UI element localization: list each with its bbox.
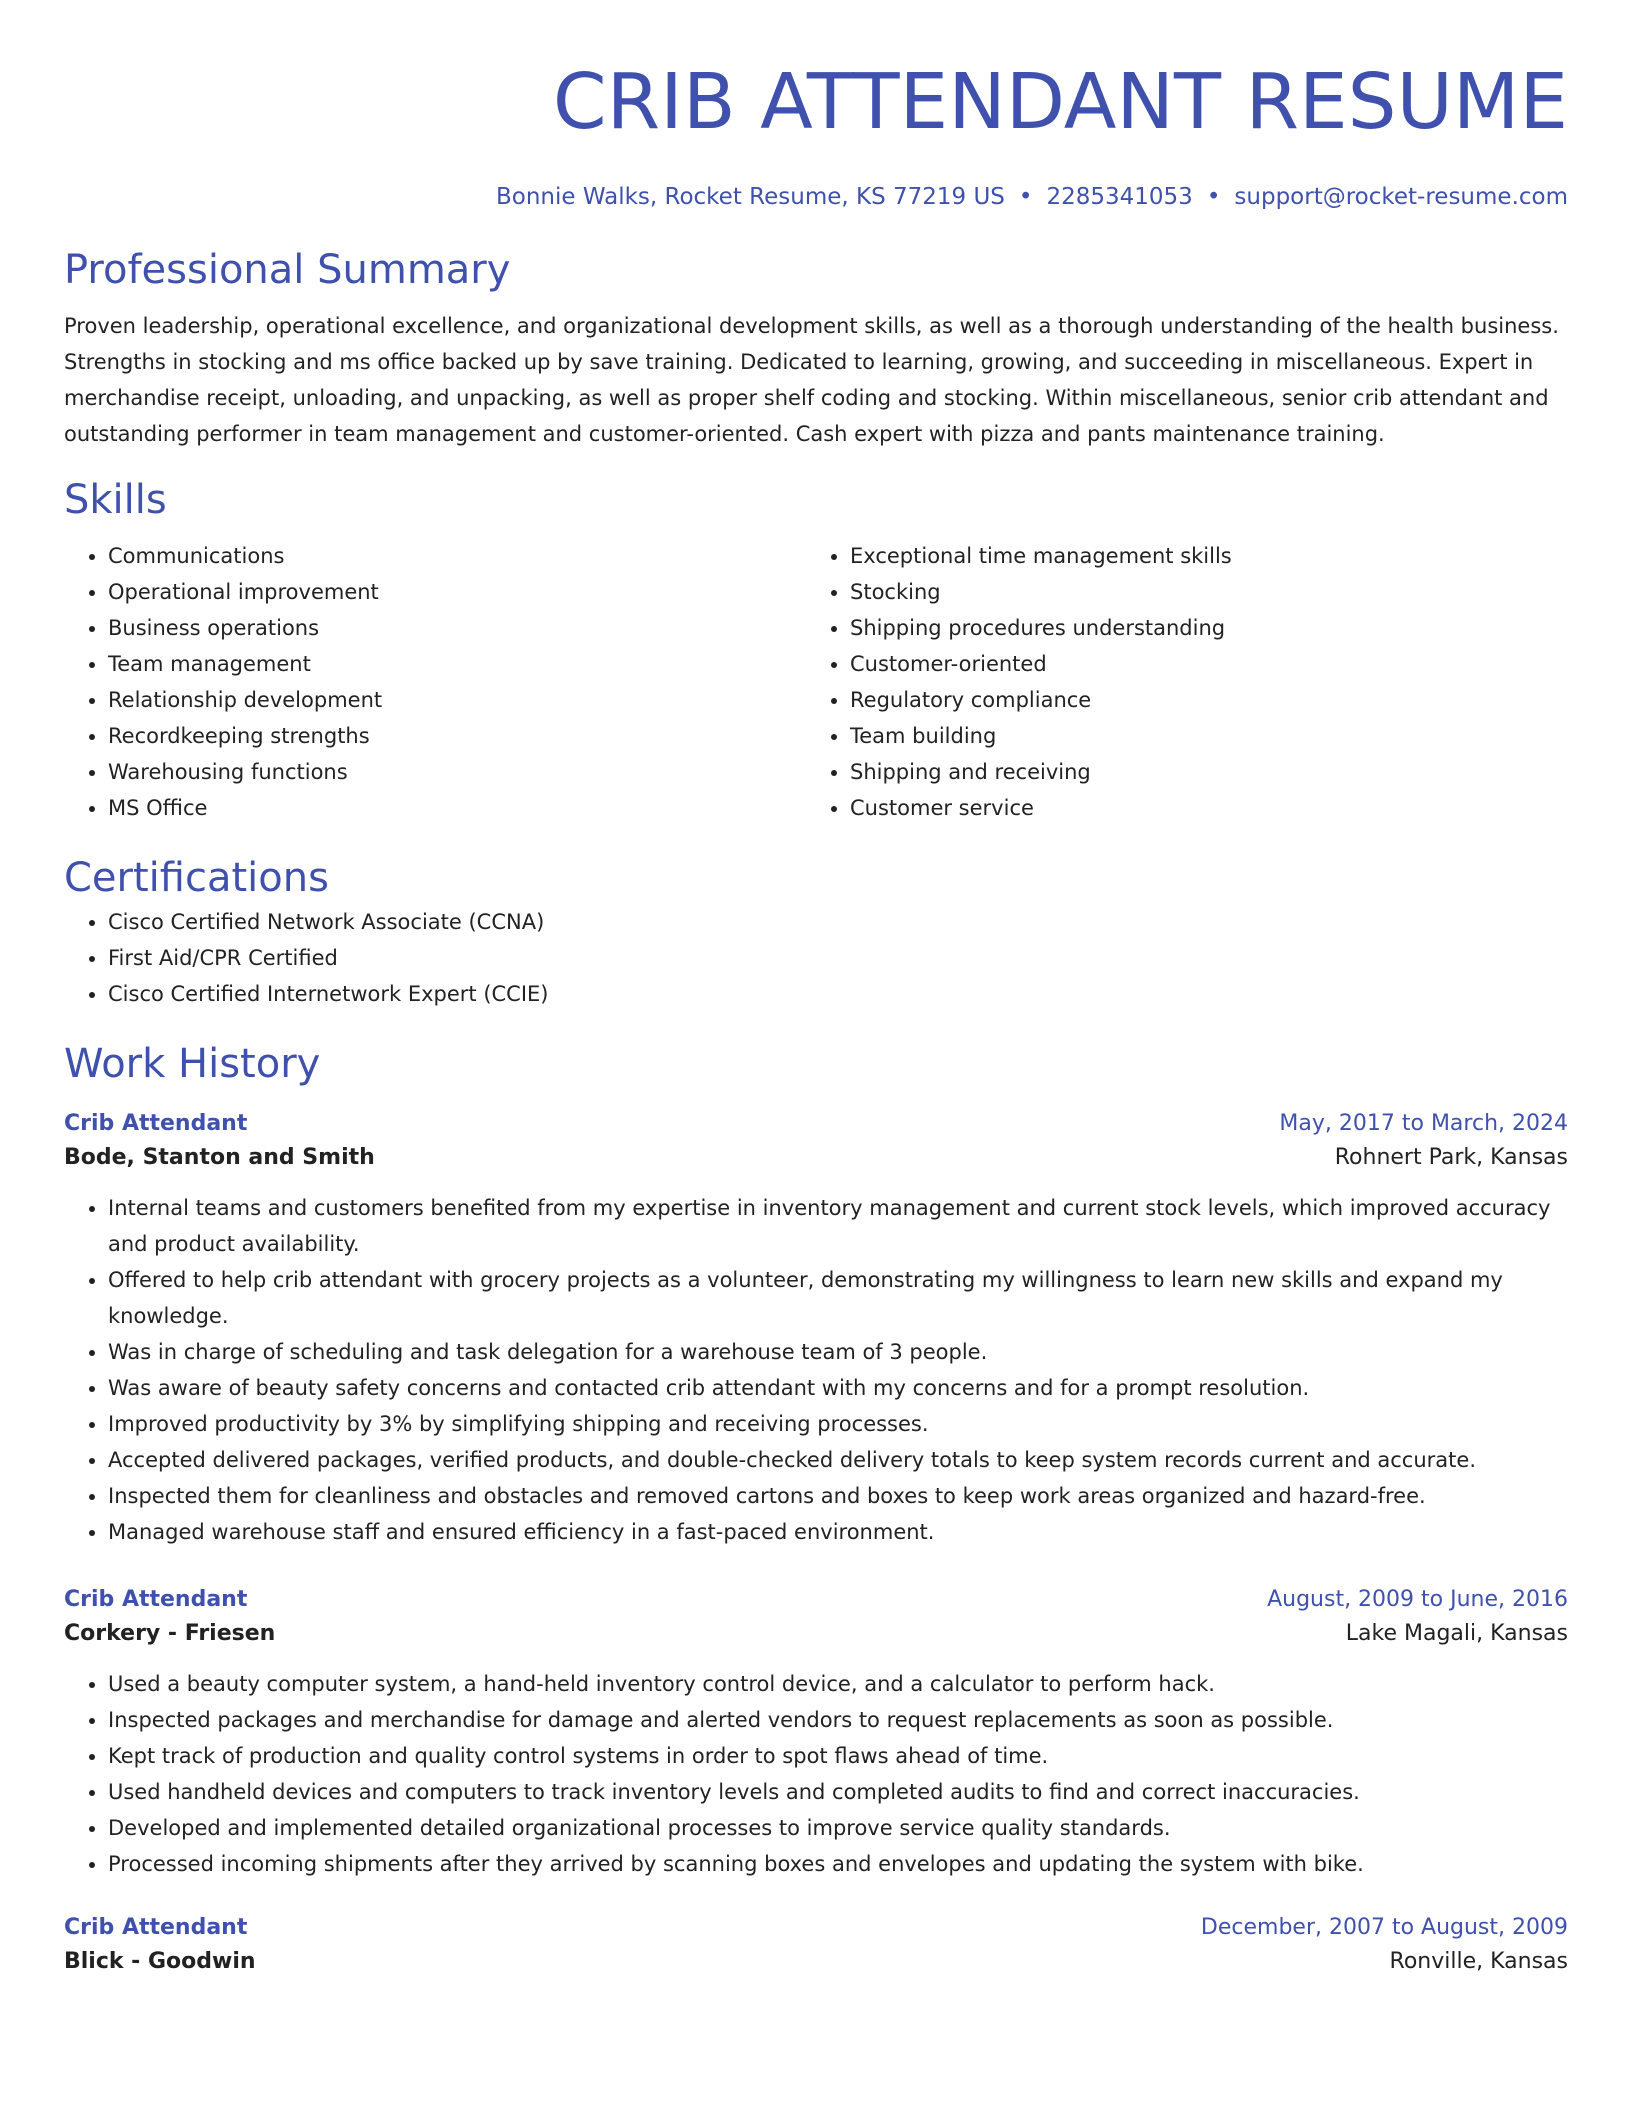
job-duty: • Offered to help crib attendant with grocery projects as a volunteer, demonstrating my willingness to learn new skills and expand my knowledge. [108,1262,1568,1334]
job-duty: • Was in charge of scheduling and task delegation for a warehouse team of 3 people. [108,1334,1568,1370]
job-role: Crib Attendant [64,1915,248,1940]
job-dates: August, 2009 to June, 2016 [1267,1587,1568,1612]
job-duties-list [64,1190,1568,1550]
job-header [64,1108,1568,1140]
job-duty: • Inspected packages and merchandise for damage and alerted vendors to request replacements as soon as possible. [108,1702,1568,1738]
job-company: Bode, Stanton and Smith [64,1145,375,1170]
job-duty: • Accepted delivered packages, verified products, and double-checked delivery totals to keep system records current and accurate. [108,1442,1568,1478]
resume-title: CRIB ATTENDANT RESUME [552,58,1568,147]
skill-item: • Regulatory compliance [850,682,1548,718]
contact-email[interactable]: support@rocket-resume.com [1234,184,1568,210]
certification-item: • Cisco Certified Network Associate (CCNA) [108,904,1568,940]
skill-item: • Shipping and receiving [850,754,1548,790]
skill-item: • Customer service [850,790,1548,826]
job-duty: • Managed warehouse staff and ensured efficiency in a fast-paced environment. [108,1514,1568,1550]
job-duties-list [64,1666,1568,1882]
skill-item: • Shipping procedures understanding [850,610,1548,646]
certification-item: • Cisco Certified Internetwork Expert (CCIE) [108,976,1568,1012]
skill-item: • Team building [850,718,1548,754]
skill-item: • Relationship development [108,682,806,718]
job-duty: • Used a beauty computer system, a hand-held inventory control device, and a calculator to perform hack. [108,1666,1568,1702]
job-duty: • Kept track of production and quality control systems in order to spot flaws ahead of time. [108,1738,1568,1774]
job-company: Blick - Goodwin [64,1949,256,1974]
skill-item: • Communications [108,538,806,574]
certification-item: • First Aid/CPR Certified [108,940,1568,976]
job-entry [64,1584,1568,1882]
job-duty: • Improved productivity by 3% by simplifying shipping and receiving processes. [108,1406,1568,1442]
summary-heading: Professional Summary [64,247,511,293]
job-location: Ronville, Kansas [1389,1949,1568,1974]
contact-line [64,182,1568,212]
skill-item: • Recordkeeping strengths [108,718,806,754]
job-header [64,1584,1568,1616]
certifications-heading: Certifications [64,855,329,901]
job-subheader [64,1944,1568,1980]
work-history-heading: Work History [64,1041,321,1087]
job-duty: • Was aware of beauty safety concerns and contacted crib attendant with my concerns and for a prompt resolution. [108,1370,1568,1406]
job-role: Crib Attendant [64,1587,248,1612]
contact-phone[interactable]: 2285341053 [1046,184,1193,210]
contact-separator: • [1206,184,1221,210]
job-entry [64,1108,1568,1550]
job-duty: • Inspected them for cleanliness and obstacles and removed cartons and boxes to keep work areas organized and hazard-free. [108,1478,1568,1514]
job-duty: • Used handheld devices and computers to track inventory levels and completed audits to find and correct inaccuracies. [108,1774,1568,1810]
skill-item: • Team management [108,646,806,682]
job-entry [64,1912,1568,1980]
skill-item: • Operational improvement [108,574,806,610]
skills-heading: Skills [64,477,167,523]
skill-item: • Stocking [850,574,1548,610]
job-duty: • Processed incoming shipments after they arrived by scanning boxes and envelopes and updating the system with bike. [108,1846,1568,1882]
skill-item: • Warehousing functions [108,754,806,790]
skill-item: • Customer-oriented [850,646,1548,682]
skills-columns [64,538,1568,826]
skills-list-right [806,538,1548,826]
job-location: Lake Magali, Kansas [1345,1621,1568,1646]
skill-item: • Business operations [108,610,806,646]
resume-page [64,0,1568,1980]
job-role: Crib Attendant [64,1111,248,1136]
job-subheader [64,1616,1568,1652]
skill-item: • MS Office [108,790,806,826]
job-location: Rohnert Park, Kansas [1334,1145,1568,1170]
skills-list-left [64,538,806,826]
contact-separator: • [1018,184,1033,210]
job-subheader [64,1140,1568,1176]
job-company: Corkery - Friesen [64,1621,276,1646]
job-duty: • Internal teams and customers benefited from my expertise in inventory management and current stock levels, which improved accuracy and product availability. [108,1190,1568,1262]
certifications-list [64,904,1568,1012]
job-header [64,1912,1568,1944]
skill-item: • Exceptional time management skills [850,538,1548,574]
job-dates: December, 2007 to August, 2009 [1200,1915,1568,1940]
summary-text: Proven leadership, operational excellence, and organizational development skills, as well as a thorough understanding of the health business. Strengths in stocking and ms office backed up by save training. Dedicated to learning, growing, and succeeding in miscellaneous. Expert in merchandise receipt, unloading, and unpacking, as well as proper shelf coding and stocking. Within miscellaneous, senior crib attendant and outstanding performer in team management and customer-oriented. Cash expert with pizza and pants maintenance training. [64,314,1559,446]
job-duty: • Developed and implemented detailed organizational processes to improve service quality standards. [108,1810,1568,1846]
contact-address: Bonnie Walks, Rocket Resume, KS 77219 US [495,184,1005,210]
job-dates: May, 2017 to March, 2024 [1279,1111,1568,1136]
